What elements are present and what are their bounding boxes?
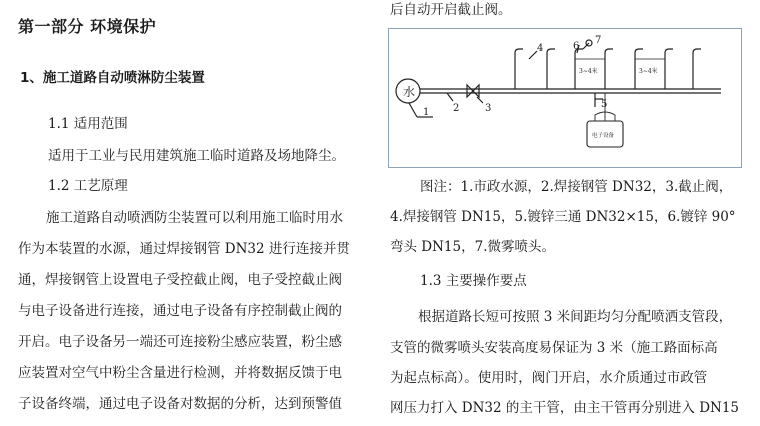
subsection-title-principle: 1.2 工艺原理: [48, 178, 128, 194]
body-line: 通，焊接钢管上设置电子受控截止阀，电子受控截止阀: [18, 272, 342, 288]
body-line: 子设备终端，通过电子设备对数据的分析，达到预警值: [18, 396, 342, 412]
diagram-num-3: 3: [485, 103, 492, 114]
figure-caption-line: 4.焊接钢管 DN15，5.镀锌三通 DN32×15，6.镀锌 90°: [390, 209, 736, 225]
device-box-label: 电子设备: [592, 133, 615, 139]
diagram-num-5: 5: [601, 99, 608, 110]
continued-line: 后自动开启截止阀。: [390, 2, 512, 18]
figure-caption-line: 弯头 DN15，7.微雾喷头。: [390, 239, 555, 255]
body-line: 应装置对空气中粉尘含量进行检测，并将数据反馈于电: [18, 365, 342, 381]
water-label: 水: [403, 85, 416, 99]
diagram-num-7: 7: [595, 35, 602, 46]
subsection-title-scope: 1.1 适用范围: [48, 116, 128, 132]
figure-caption-line: 图注：1.市政水源，2.焊接钢管 DN32，3.截止阀，: [420, 179, 733, 195]
scope-text: 适用于工业与民用建筑施工临时道路及场地降尘。: [48, 148, 345, 164]
body-line: 为起点标高）。使用时，阀门开启，水介质通过市政管: [390, 370, 708, 386]
part-title: 第一部分 环境保护: [18, 17, 157, 36]
diagram-num-6: 6: [573, 41, 580, 52]
diagram-num-1: 1: [423, 107, 430, 118]
diagram-num-4: 4: [537, 43, 544, 54]
diagram-drawing: [389, 29, 741, 167]
body-line: 开启。电子设备另一端还可连接粉尘感应装置，粉尘感: [18, 334, 342, 350]
body-line: 根据道路长短可按照 3 米间距均匀分配喷洒支管段，: [418, 309, 733, 325]
body-line: 作为本装置的水源，通过焊接钢管 DN32 进行连接并贯: [18, 241, 350, 257]
body-line: 与电子设备进行连接，通过电子设备有序控制截止阀的: [18, 303, 342, 319]
body-line: 支管的微雾喷头安装高度易保证为 3 米（施工路面标高: [390, 340, 718, 356]
body-line: 施工道路自动喷洒防尘装置可以利用施工临时用水: [46, 210, 343, 226]
sprinkler-system-diagram: [388, 28, 742, 168]
section-title: 1、施工道路自动喷淋防尘装置: [20, 70, 205, 86]
valve-symbol: [467, 85, 479, 97]
diagram-num-2: 2: [453, 103, 460, 114]
body-line: 网压力打入 DN32 的主干管，由主干管再分别进入 DN15: [390, 400, 740, 416]
dimension-label-a: 3~4米: [579, 68, 598, 75]
dimension-label-b: 3~4米: [639, 68, 658, 75]
subsection-title-operation: 1.3 主要操作要点: [420, 273, 527, 289]
